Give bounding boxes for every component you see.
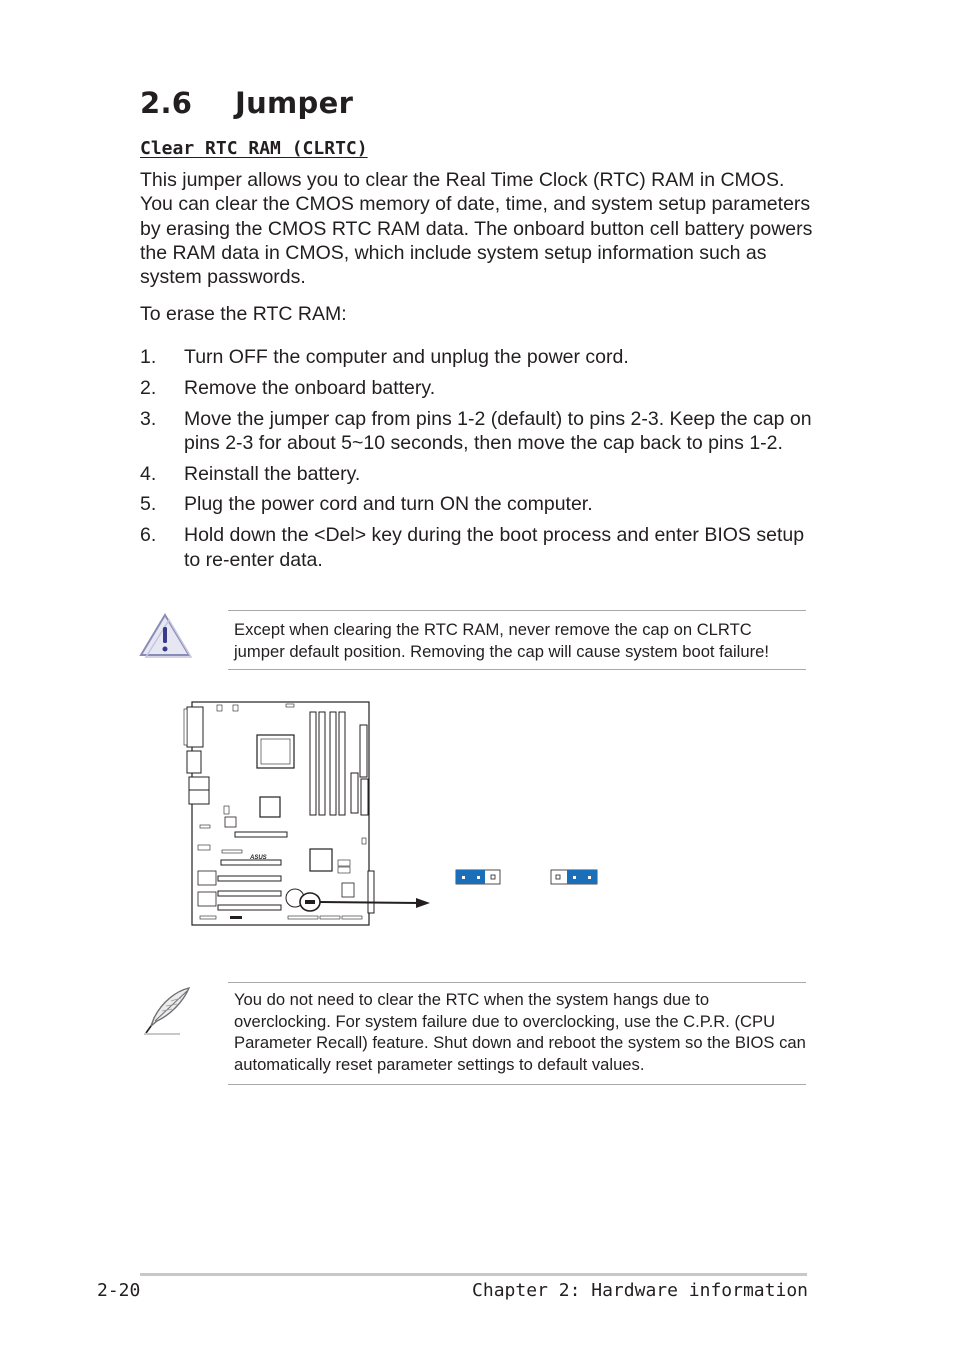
subsection-title: Clear RTC RAM (CLRTC) — [140, 138, 368, 159]
pcie-slot — [235, 832, 287, 837]
step-number: 4. — [140, 462, 157, 485]
step-text: Hold down the <Del> key during the boot process and enter BIOS setup to re-enter data. — [184, 524, 805, 571]
motherboard-layout-figure — [180, 695, 620, 930]
warning-triangle-icon — [138, 612, 192, 658]
footer-rule — [140, 1273, 807, 1276]
section-heading — [140, 86, 353, 120]
step-text: Remove the onboard battery. — [184, 376, 436, 399]
step-number: 5. — [140, 493, 157, 516]
step-number: 6. — [140, 524, 157, 547]
io-connector — [187, 751, 201, 773]
jumper-cap — [567, 870, 597, 884]
power-connector — [360, 725, 367, 777]
io-connector — [187, 707, 203, 747]
page-number: 2-20 — [97, 1280, 141, 1301]
note-box — [228, 982, 806, 1085]
warning-text: Except when clearing the RTC RAM, never remove the cap on CLRTC jumper default position. Removing the cap will cause system boot failure! — [234, 620, 769, 661]
ide-connector — [351, 773, 358, 813]
step-item — [140, 345, 820, 369]
step-item — [140, 523, 820, 572]
intro-paragraph: This jumper allows you to clear the Real Time Clock (RTC) RAM in CMOS. You can clear the CMOS memory of date, time, and system setup parameters by erasing the CMOS RTC RAM data. The onboard button cell battery powers the RAM data in CMOS, which include system setup information such as system passwords. — [140, 169, 813, 289]
jumper-setting-clear — [551, 870, 597, 884]
dimm-slot — [330, 712, 336, 815]
io-connector — [189, 790, 209, 804]
step-text: Reinstall the battery. — [184, 462, 361, 485]
section-number: 2.6 — [140, 86, 193, 120]
note-text: You do not need to clear the RTC when the system hangs due to overclocking. For system failure due to overclocking, use the C.P.R. (CPU Parameter Recall) feature. Shut down and reboot the system so the BIOS can automatically reset parameter settings to default values. — [234, 990, 806, 1074]
step-item — [140, 376, 820, 400]
warning-box — [228, 610, 806, 670]
dimm-slot — [319, 712, 325, 815]
feather-pen-icon — [142, 985, 194, 1037]
step-item — [140, 407, 820, 456]
step-number: 2. — [140, 376, 157, 399]
dimm-slot — [310, 712, 316, 815]
jumper-cap — [456, 870, 485, 884]
pci-slot — [218, 876, 281, 881]
cpu-socket — [257, 735, 294, 768]
northbridge-chip — [260, 797, 280, 817]
pointer-arrow — [320, 902, 420, 903]
step-text: Plug the power cord and turn ON the computer. — [184, 493, 593, 516]
pci-slot — [218, 905, 281, 910]
steps-list — [140, 345, 820, 578]
jumper-setting-normal — [456, 870, 500, 884]
board-logo: ASUS — [250, 855, 267, 861]
step-item — [140, 492, 820, 516]
southbridge-chip — [310, 849, 332, 871]
pci-slot — [218, 891, 281, 896]
step-number: 1. — [140, 346, 157, 368]
step-number: 3. — [140, 407, 157, 430]
erase-intro: To erase the RTC RAM: — [140, 303, 347, 325]
dimm-slot — [339, 712, 345, 815]
step-text: Move the jumper cap from pins 1-2 (default) to pins 2-3. Keep the cap on pins 2-3 for about 5~10 seconds, then move the cap back to pins 1-2. — [184, 407, 812, 454]
chapter-title: Chapter 2: Hardware information — [472, 1280, 808, 1301]
step-item — [140, 462, 820, 486]
step-text: Turn OFF the computer and unplug the power cord. — [184, 346, 629, 368]
section-title: Jumper — [235, 86, 354, 120]
